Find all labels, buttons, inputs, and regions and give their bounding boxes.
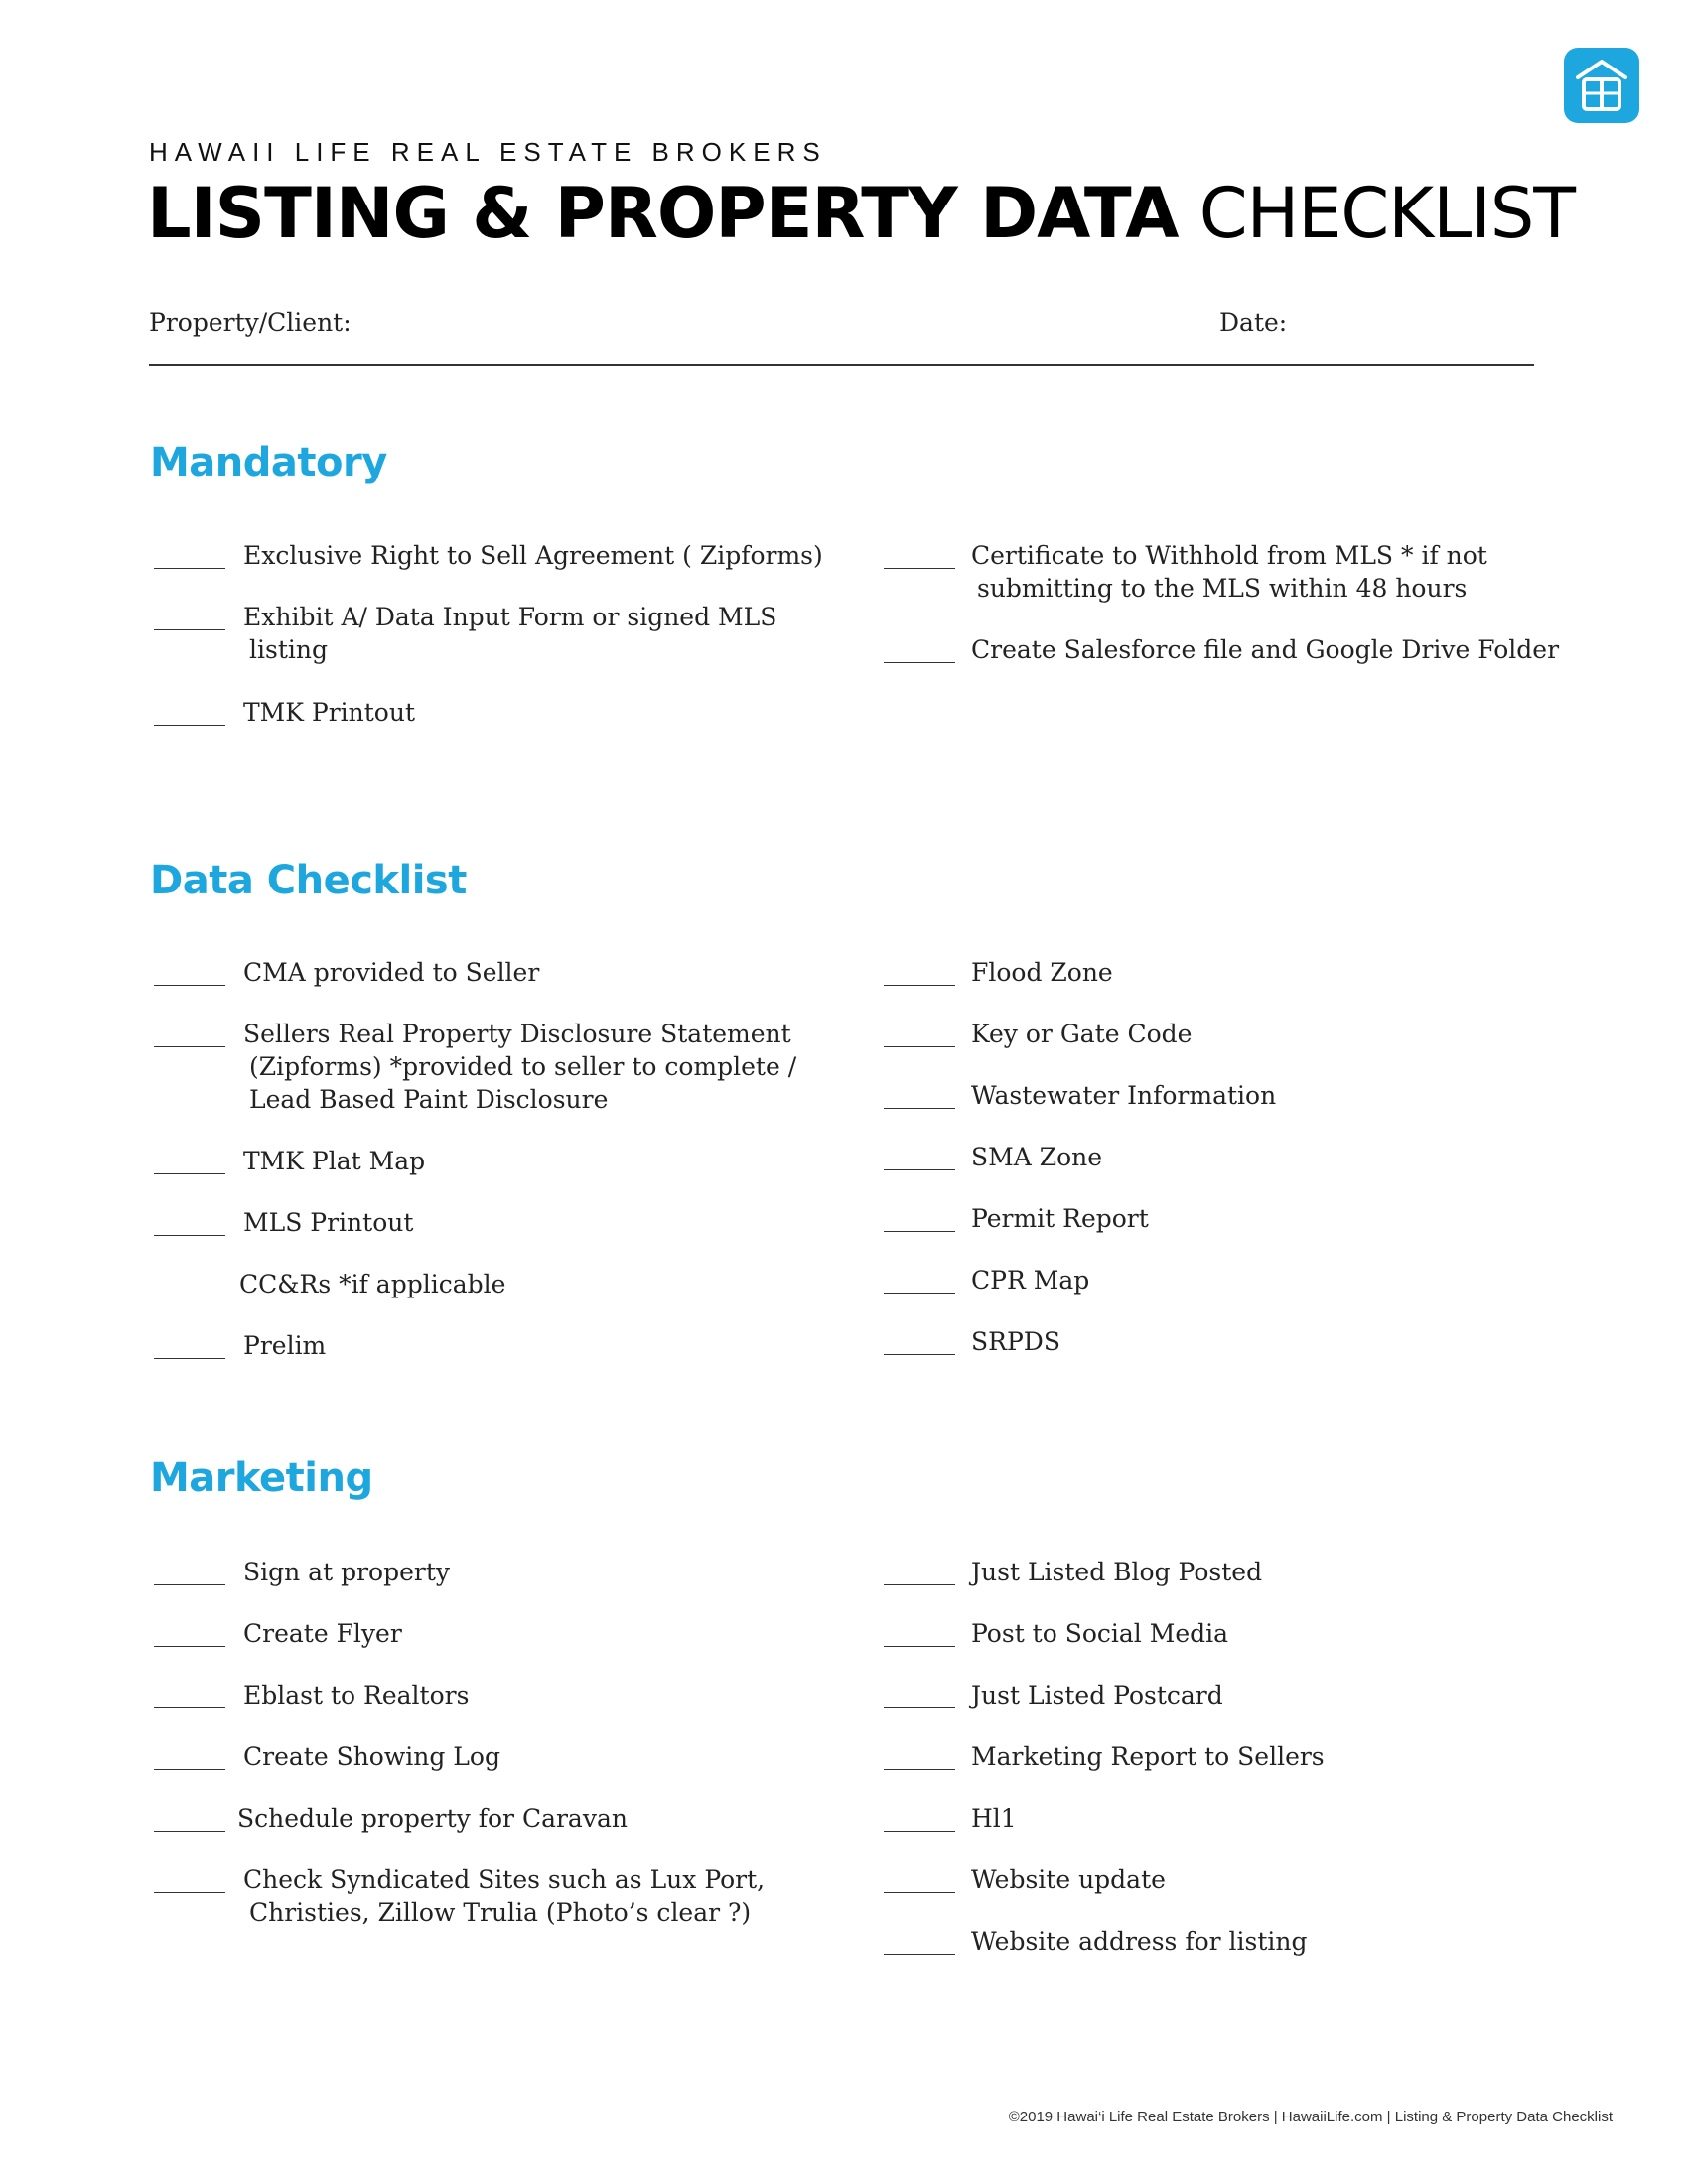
- check-blank[interactable]: [884, 568, 955, 569]
- check-blank[interactable]: [884, 1108, 955, 1109]
- page-title: [147, 173, 1575, 254]
- item-label: Exhibit A/ Data Input Form or signed MLS listing: [243, 603, 777, 664]
- footer-text: ©2019 Hawai‘i Life Real Estate Brokers | HawaiiLife.com | Listing & Property Data Checklist: [1008, 2109, 1613, 2125]
- check-blank[interactable]: [884, 1584, 955, 1585]
- check-blank[interactable]: [154, 1235, 225, 1236]
- item-label: Create Salesforce file and Google Drive Folder: [971, 635, 1560, 664]
- property-client-label: Property/Client:: [149, 308, 352, 337]
- check-blank[interactable]: [884, 1354, 955, 1355]
- check-blank[interactable]: [884, 1231, 955, 1232]
- check-blank[interactable]: [884, 1831, 955, 1832]
- item-label: Hl1: [971, 1804, 1017, 1833]
- item-label: Eblast to Realtors: [243, 1681, 470, 1709]
- item-label: MLS Printout: [243, 1208, 414, 1237]
- check-blank[interactable]: [154, 1173, 225, 1174]
- check-blank[interactable]: [884, 1169, 955, 1170]
- item-label: Prelim: [243, 1331, 327, 1360]
- check-blank[interactable]: [884, 985, 955, 986]
- section-title-marketing: Marketing: [150, 1455, 373, 1501]
- item-label: Sellers Real Property Disclosure Statement (Zipforms) *provided to seller to complete / Lead Based Paint Disclosure: [243, 1020, 797, 1114]
- check-blank[interactable]: [154, 1707, 225, 1708]
- check-blank[interactable]: [884, 1707, 955, 1708]
- item-label: Just Listed Blog Posted: [971, 1558, 1263, 1586]
- check-blank[interactable]: [884, 662, 955, 663]
- item-label: TMK Plat Map: [243, 1147, 426, 1175]
- check-blank[interactable]: [154, 1584, 225, 1585]
- title-light: CHECKLIST: [1198, 173, 1576, 254]
- check-blank[interactable]: [154, 1831, 225, 1832]
- item-label: Key or Gate Code: [971, 1020, 1193, 1048]
- section-title-mandatory: Mandatory: [150, 440, 387, 485]
- house-icon: [1564, 48, 1639, 123]
- check-blank[interactable]: [154, 1646, 225, 1647]
- section-title-data-checklist: Data Checklist: [150, 858, 467, 903]
- item-label: Flood Zone: [971, 958, 1113, 987]
- date-label: Date:: [1219, 308, 1288, 337]
- check-blank[interactable]: [154, 568, 225, 569]
- check-blank[interactable]: [884, 1646, 955, 1647]
- header-rule: [149, 364, 1534, 366]
- check-blank[interactable]: [884, 1046, 955, 1047]
- check-blank[interactable]: [884, 1293, 955, 1294]
- check-blank[interactable]: [154, 725, 225, 726]
- item-label: Website update: [971, 1865, 1166, 1894]
- item-label: Sign at property: [243, 1558, 450, 1586]
- item-label: CC&Rs *if applicable: [239, 1270, 506, 1298]
- item-label: Just Listed Postcard: [971, 1681, 1223, 1709]
- title-bold: LISTING & PROPERTY DATA: [147, 173, 1179, 254]
- check-blank[interactable]: [884, 1954, 955, 1955]
- check-blank[interactable]: [154, 1358, 225, 1359]
- item-label: Schedule property for Caravan: [237, 1804, 628, 1833]
- item-label: CMA provided to Seller: [243, 958, 540, 987]
- check-blank[interactable]: [154, 985, 225, 986]
- item-label: Check Syndicated Sites such as Lux Port, Christies, Zillow Trulia (Photo’s clear ?): [243, 1865, 766, 1927]
- item-label: Marketing Report to Sellers: [971, 1742, 1325, 1771]
- item-label: TMK Printout: [243, 698, 416, 727]
- check-blank[interactable]: [154, 629, 225, 630]
- item-label: SRPDS: [971, 1327, 1060, 1356]
- check-blank[interactable]: [884, 1892, 955, 1893]
- check-blank[interactable]: [884, 1769, 955, 1770]
- item-label: SMA Zone: [971, 1143, 1103, 1171]
- item-label: Wastewater Information: [971, 1081, 1277, 1110]
- check-blank[interactable]: [154, 1046, 225, 1047]
- item-label: Permit Report: [971, 1204, 1149, 1233]
- item-label: Website address for listing: [971, 1927, 1308, 1956]
- item-label: Create Showing Log: [243, 1742, 500, 1771]
- item-label: Certificate to Withhold from MLS * if not submitting to the MLS within 48 hours: [971, 541, 1487, 603]
- item-label: Post to Social Media: [971, 1619, 1229, 1648]
- item-label: Exclusive Right to Sell Agreement ( Zipforms): [243, 541, 823, 570]
- company-kicker: HAWAII LIFE REAL ESTATE BROKERS: [149, 137, 827, 167]
- item-label: CPR Map: [971, 1266, 1090, 1295]
- hawaii-life-logo: [1564, 48, 1639, 123]
- check-blank[interactable]: [154, 1892, 225, 1893]
- item-label: Create Flyer: [243, 1619, 402, 1648]
- check-blank[interactable]: [154, 1769, 225, 1770]
